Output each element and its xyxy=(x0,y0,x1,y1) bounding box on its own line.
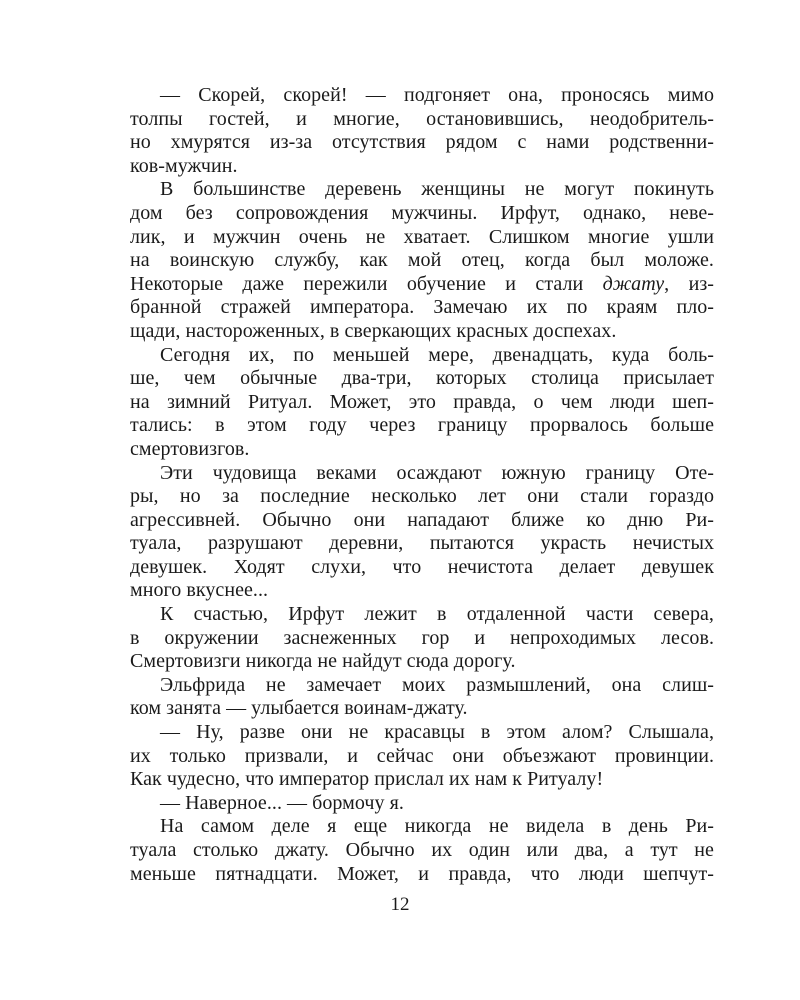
italic-term: джату xyxy=(602,272,665,295)
text-run: Некоторые даже пережили обучение и стали xyxy=(130,272,603,295)
text-line: но хмурятся из-за отсутствия рядом с нами родственни- xyxy=(130,131,714,154)
text-line: их только призвали, и сейчас они объезжают провинции. xyxy=(130,744,714,767)
text-line: тались: в этом году через границу прорвалось больше xyxy=(130,414,714,437)
text-line: На самом деле я еще никогда не видела в день Ри- xyxy=(160,815,714,838)
page-number: 12 xyxy=(390,894,410,915)
text-line: Как чудесно, что император прислал их нам к Ритуалу! xyxy=(130,768,604,791)
text-line: девушек. Ходят слухи, что нечистота делает девушек xyxy=(130,555,714,578)
text-line: на воинскую службу, как мой отец, когда был моложе. xyxy=(130,249,714,272)
text-line: агрессивней. Обычно они нападают ближе ко дню Ри- xyxy=(130,508,714,531)
text-run: , из- xyxy=(664,272,714,295)
text-line: Смертовизги никогда не найдут сюда дорогу. xyxy=(130,650,516,673)
text-line: на зимний Ритуал. Может, это правда, о чем люди шеп- xyxy=(130,390,714,413)
book-page-text xyxy=(130,84,714,886)
text-line: толпы гостей, и многие, остановившись, неодобритель- xyxy=(130,107,714,130)
text-line: К счастью, Ирфут лежит в отдаленной части севера, xyxy=(160,603,714,626)
text-line: — Ну, разве они не красавцы в этом алом? Слышала, xyxy=(160,721,714,744)
text-line: туала, разрушают деревни, пытаются украсть нечистых xyxy=(130,532,714,555)
text-line: туала столько джату. Обычно их один или два, а тут не xyxy=(130,839,714,861)
text-line: лик, и мужчин очень не хватает. Слишком многие ушли xyxy=(130,225,714,248)
text-line: много вкуснее... xyxy=(130,579,269,602)
text-line: смертовизгов. xyxy=(130,437,250,460)
text-line: бранной стражей императора. Замечаю их по краям пло- xyxy=(130,296,714,319)
text-line: меньше пятнадцати. Может, и правда, что люди шепчут- xyxy=(130,862,714,885)
text-line: щади, настороженных, в сверкающих красных доспехах. xyxy=(130,319,617,342)
text-line: Эти чудовища веками осаждают южную границу Оте- xyxy=(160,461,714,484)
text-line: Эльфрида не замечает моих размышлений, она слиш- xyxy=(160,673,714,696)
text-line: — Наверное... — бормочу я. xyxy=(160,791,404,814)
text-line: ков-мужчин. xyxy=(130,154,238,177)
text-line: ком занята — улыбается воинам-джату. xyxy=(130,697,468,720)
text-line: В большинстве деревень женщины не могут покинуть xyxy=(160,178,714,201)
text-line xyxy=(130,273,714,297)
text-line: — Скорей, скорей! — подгоняет она, проносясь мимо xyxy=(160,84,714,106)
text-line: ры, но за последние несколько лет они стали гораздо xyxy=(130,485,714,508)
text-line: в окружении заснеженных гор и непроходимых лесов. xyxy=(130,626,714,649)
text-line: ше, чем обычные два-три, которых столица присылает xyxy=(130,367,714,390)
text-line: дом без сопровождения мужчины. Ирфут, однако, неве- xyxy=(130,201,714,224)
text-line: Сегодня их, по меньшей мере, двенадцать, куда боль- xyxy=(160,343,714,366)
